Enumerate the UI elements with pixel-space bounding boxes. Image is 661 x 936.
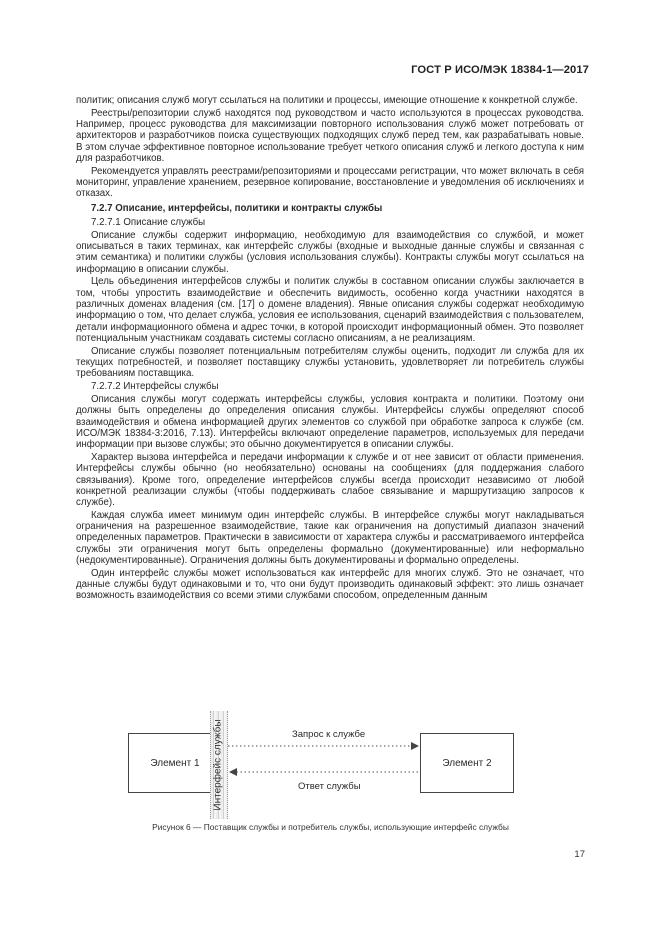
paragraph: Цель объединения интерфейсов службы и политик службы в составном описании службы заключается в том, чтобы упростить взаимодействие и обеспечить видимость, особенно когда участники находятся в различных доменах владения (см. [17] о домене владения). Явные описания службы содержат необходимую информацию о том, что делает служба, условия ее использования, сценарий взаимодействия с пользователем, детали информационного обмена и адрес точки, в которой происходит информационный обмен. Это позволяет потенциальным участникам создавать системы согласно описаниям, а не реализациям. [76,276,584,344]
element-2-label: Элемент 2 [442,757,492,769]
paragraph: Описание службы содержит информацию, необходимую для взаимодействия со службой, и может описываться в таких терминах, как интерфейс службы (входные и выходные данные службы и связанная с этим семантика) и политики службы (условия использования службы). Контракты службы могут ссылаться на информацию в описании службы. [76,229,584,275]
paragraph: Каждая служба имеет минимум один интерфейс службы. В интерфейсе службы могут накладываться ограничения на разрешенное взаимодействие, такие как ограничения на допустимый диапазон значений определенных параметров. Практически в зависимости от характера службы и рассматриваемого интерфейса службы эти ограничения могут быть определены формально (документированные) или неформально (недокументированные). Ограничения должны быть документированы и формально определены. [76,509,584,567]
section-heading: 7.2.7 Описание, интерфейсы, политики и контракты службы [91,202,383,214]
element-1-box [128,733,222,793]
figure-arrows [0,705,661,825]
paragraph: политик; описания служб могут ссылаться на политики и процессы, имеющие отношение к конкретной службе. [76,95,578,106]
paragraph: Характер вызова интерфейса и передачи информации к службе и от нее зависит от области применения. Интерфейсы службы обычно (но необязательно) основаны на сообщениях (для поддержания слабого связывания). Кроме того, определение интерфейсов службы всегда происходит независимо от любой конкретной реализации службы (чтобы поддерживать слабое связывание и маршрутизацию запросов к службе). [76,451,584,509]
paragraph: Описание службы позволяет потенциальным потребителям службы оценить, подходит ли служба для их текущих потребностей, и позволяет поставщику службы установить, удовлетворяет ли потребитель службы требованиям поставщика. [76,345,584,380]
body-text [76,95,584,603]
request-label: Запрос к службе [292,729,366,740]
service-interface-label: Интерфейс службы [212,719,224,811]
figure-caption: Рисунок 6 — Поставщик службы и потребитель службы, использующие интерфейс службы [152,822,509,832]
subsection-heading: 7.2.7.2 Интерфейсы службы [91,381,219,393]
figure-service-interface [0,705,661,825]
subsection-heading: 7.2.7.1 Описание службы [91,216,206,228]
paragraph: Один интерфейс службы может использоваться как интерфейс для многих служб. Это не означает, что данные службы будут одинаковыми и то, что они будут производить одинаковый эффект: это лишь означает возможность взаимодействия со всеми этими службами способом, определенным данным [76,567,584,602]
paragraph: Реестры/репозитории служб находятся под руководством и часто используются в процессах руководства. Например, процесс руководства для максимизации повторного использования служб может потребовать от архитекторов и разработчиков поиска существующих подходящих служб перед тем, как разрабатывать новые. В этом случае эффективное повторное использование требует четкого описания служб и легкого доступа к ним для разработчиков. [76,107,584,164]
paragraph: Рекомендуется управлять реестрами/репозиториями и процессами регистрации, что может включать в себя мониторинг, управление хранением, резервное копирование, восстановление и уведомления об исключениях и отказах. [76,165,584,200]
response-label: Ответ службы [298,781,361,792]
document-header: ГОСТ Р ИСО/МЭК 18384-1—2017 [411,64,589,76]
paragraph: Описания службы могут содержать интерфейсы службы, условия контракта и политики. Поэтому они должны быть определены до определения описания службы. Интерфейсы службы определяют способ взаимодействия и обмена информацией других элементов со службой при обработке запроса к службе (см. ИСО/МЭК 18384-3:2016, 7.13). Интерфейсы включают определение параметров, используемых для передачи информации при вызове службы; это обычно документируется в описании службы. [76,393,584,451]
page-number: 17 [574,849,585,860]
element-1-label: Элемент 1 [150,757,200,769]
element-2-box [420,733,514,793]
